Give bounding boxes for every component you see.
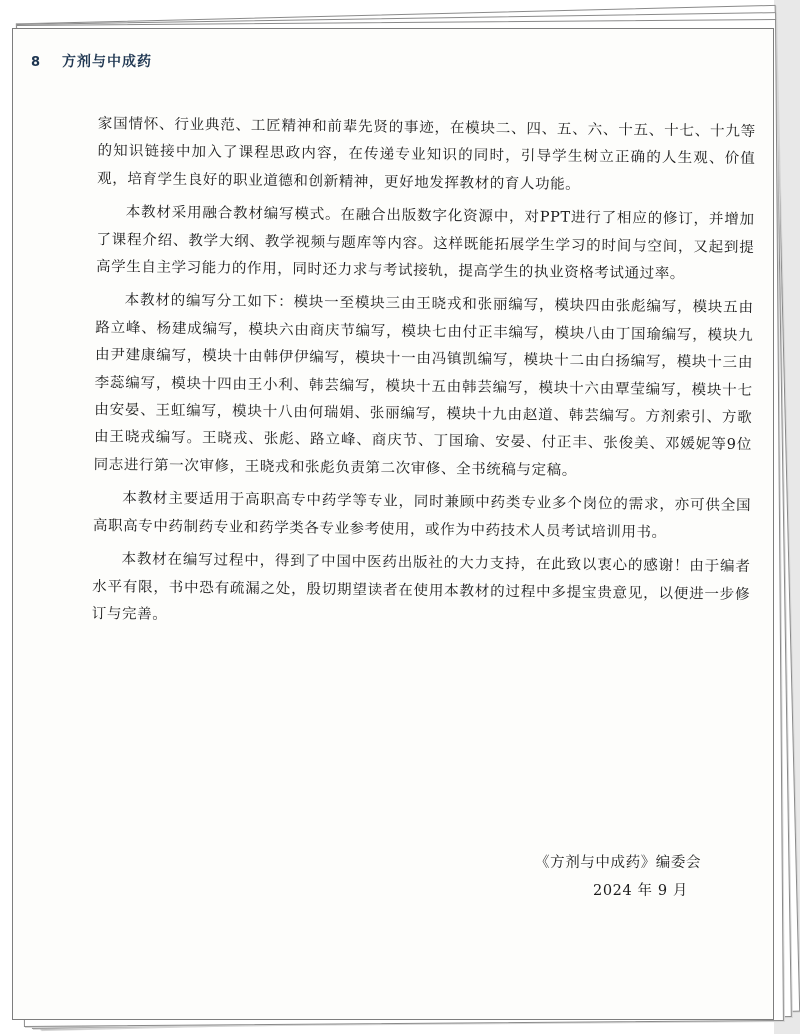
paragraph: 本教材采用融合教材编写模式。在融合出版数字化资源中，对PPT进行了相应的修订，并增加了课程介绍、教学大纲、教学视频与题库等内容。这样既能拓展学生学习的时间与空间，又起到提高学生自主学习能力的作用，同时还力求与考试接轨，提高学生的执业资格考试通过率。 [95,204,755,283]
paragraph: 家国情怀、行业典范、工匠精神和前辈先贤的事迹，在模块二、四、五、六、十五、十七、十九等的知识链接中加入了课程思政内容，在传递专业知识的同时，引导学生树立正确的人生观、价值观，培育学生良好的职业道德和创新精神，更好地发挥教材的育人功能。 [97,115,756,193]
signature-date: 2024 年 9 月 [593,883,688,899]
page-header [31,51,152,71]
page-number: 8 [31,55,41,70]
body-text [92,111,756,636]
paragraph: 本教材的编写分工如下：模块一至模块三由王晓戎和张丽编写，模块四由张彪编写，模块五由路立峰、杨建成编写，模块六由商庆节编写，模块七由付正丰编写，模块八由丁国瑜编写，模块九由尹建康编写，模块十由韩伊伊编写，模块十一由冯镇凯编写，模块十二由白扬编写，模块十三由李蕊编写，模块十四由王小利、韩芸编写，模块十五由韩芸编写，模块十六由覃莹编写，模块十七由安晏、王虹编写，模块十八由何瑞娟、张丽编写，模块十九由赵道、韩芸编写。方剂索引、方歌由王晓戎编写。王晓戎、张彪、路立峰、商庆节、丁国瑜、安晏、付正丰、张俊美、邓媛妮等9位同志进行第一次审修，王晓戎和张彪负责第二次审修、全书统稿与定稿。 [93,292,754,479]
paragraph: 本教材主要适用于高职高专中药学等专业，同时兼顾中药类专业多个岗位的需求，亦可供全国高职高专中药制药专业和药学类各专业参考使用，或作为中药技术人员考试培训用书。 [92,490,752,541]
editorial-committee: 《方剂与中成药》编委会 [535,855,702,871]
paragraph: 本教材在编写过程中，得到了中国中医药出版社的大力支持，在此致以衷心的感谢！由于编者水平有限，书中恐有疏漏之处，殷切期望读者在使用本教材的过程中多提宝贵意见，以便进一步修订与完善。 [91,551,751,623]
signature-block [535,849,701,905]
running-head-title: 方剂与中成药 [62,54,153,70]
document-page [12,28,774,1020]
